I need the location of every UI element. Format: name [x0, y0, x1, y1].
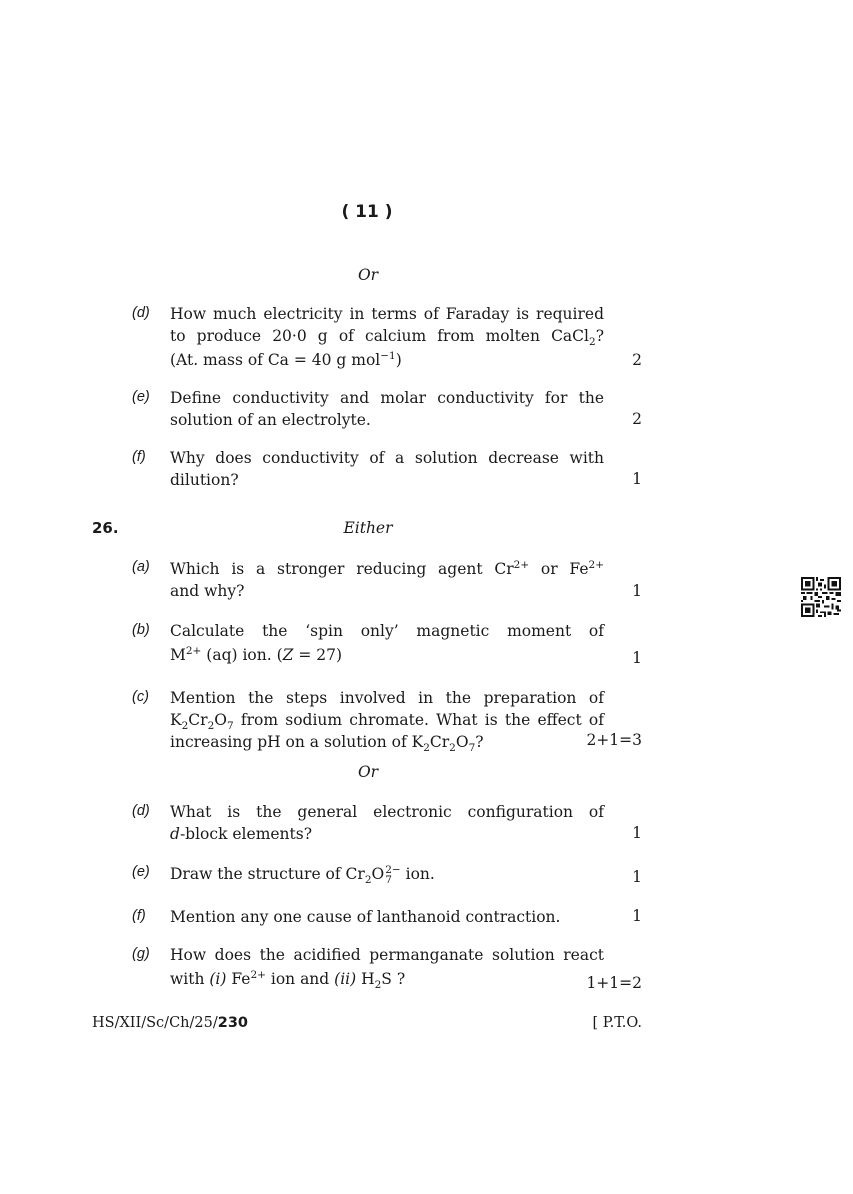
- question-label-b: (b): [132, 622, 150, 638]
- text: with: [170, 970, 210, 988]
- text: ion and: [265, 970, 335, 988]
- text-line: Calculate the ‘spin only’ magnetic moment of: [170, 622, 604, 640]
- text: Cr: [429, 733, 450, 751]
- text-line: and why?: [170, 582, 245, 600]
- marks-a: 1: [632, 582, 642, 600]
- text-line: Why does conductivity of a solution decrease with: [170, 449, 604, 467]
- question-text-e: [170, 387, 604, 431]
- pto-label: [ P.T.O.: [592, 1015, 642, 1031]
- superscript: −1: [380, 349, 396, 362]
- subscript: 2: [364, 874, 372, 887]
- marks-g: 1+1=2: [586, 974, 642, 992]
- superscript: 2+: [513, 558, 530, 571]
- marks-d: 2: [632, 351, 642, 369]
- text-line: solution of an electrolyte.: [170, 411, 371, 429]
- superscript: 2+: [250, 968, 266, 981]
- text: S ?: [381, 970, 406, 988]
- text-line: How much electricity in terms of Faraday is required: [170, 305, 604, 323]
- italic-ii: (ii): [334, 970, 357, 988]
- text-line: dilution?: [170, 471, 239, 489]
- question-text-a: [170, 558, 604, 602]
- marks-b: 1: [632, 649, 642, 667]
- subscript: 2: [423, 742, 430, 755]
- text: -block elements?: [179, 825, 313, 843]
- question-text-d: [170, 303, 604, 371]
- text: O: [371, 865, 385, 883]
- question-label-d: (d): [132, 305, 150, 321]
- paper-code: [92, 1015, 248, 1031]
- marks-e: 2: [632, 410, 642, 428]
- subscript: 7: [468, 742, 476, 755]
- subscript: 7: [226, 720, 234, 733]
- marks-d: 1: [632, 824, 642, 842]
- text: or Fe: [529, 560, 589, 578]
- superscript: 2+: [588, 558, 604, 571]
- subscript: 2: [449, 742, 456, 755]
- question-text-c: [170, 687, 604, 753]
- text: ion.: [400, 865, 435, 883]
- question-label-g: (g): [132, 946, 150, 962]
- question-number: 26.: [92, 519, 119, 537]
- question-label-d: (d): [132, 803, 150, 819]
- text: Draw the structure of Cr: [170, 865, 365, 883]
- qr-code-icon: [801, 577, 841, 617]
- text-line: (At. mass of Ca = 40 g mol: [170, 351, 381, 369]
- either-heading: Either: [343, 519, 393, 537]
- text-line: Define conductivity and molar conductivity for the: [170, 389, 604, 407]
- text: increasing pH on a solution of K: [170, 733, 424, 751]
- ion-charge: [385, 865, 400, 885]
- text-line: Mention the steps involved in the preparation of: [170, 689, 604, 707]
- text: ?: [475, 733, 484, 751]
- question-text-b: [170, 620, 604, 666]
- marks-c: 2+1=3: [586, 731, 642, 749]
- text-end: ): [395, 351, 402, 369]
- question-text-f: [170, 906, 604, 928]
- text-line: How does the acidified permanganate solution react: [170, 946, 604, 964]
- superscript: 2+: [185, 644, 202, 657]
- text: H: [356, 970, 375, 988]
- subscript: 2: [374, 979, 382, 992]
- text: from sodium chromate. What is the effect of: [233, 711, 604, 729]
- question-text-f: [170, 447, 604, 491]
- charge: 2−: [385, 864, 401, 876]
- text: (aq) ion. (: [201, 646, 283, 664]
- text-end: ?: [595, 327, 604, 345]
- question-text-d: [170, 801, 604, 845]
- paper-code-number: 230: [217, 1015, 249, 1031]
- question-label-a: (a): [132, 559, 150, 575]
- text: = 27): [293, 646, 343, 664]
- question-label-f: (f): [132, 908, 146, 924]
- marks-f: 1: [632, 470, 642, 488]
- or-separator: Or: [357, 763, 379, 781]
- question-text-g: [170, 944, 604, 990]
- question-label-e: (e): [132, 389, 150, 405]
- question-label-c: (c): [132, 689, 149, 705]
- or-separator: Or: [357, 266, 379, 284]
- marks-e: 1: [632, 868, 642, 886]
- subscript: 2: [589, 336, 596, 349]
- italic-z: Z: [282, 646, 294, 664]
- text: O: [455, 733, 469, 751]
- subscript: 2: [207, 720, 215, 733]
- text: M: [170, 646, 186, 664]
- marks-f: 1: [632, 907, 642, 925]
- text: Fe: [226, 970, 251, 988]
- question-text-e: [170, 863, 604, 885]
- text-line: Mention any one cause of lanthanoid contraction.: [170, 908, 561, 926]
- text: O: [214, 711, 227, 729]
- paper-code-text: HS/XII/Sc/Ch/25/: [92, 1015, 218, 1031]
- subscript: 7: [385, 874, 392, 886]
- text: Cr: [188, 711, 208, 729]
- question-label-f: (f): [132, 449, 146, 465]
- subscript: 2: [181, 720, 189, 733]
- page-number: ( 11 ): [341, 202, 393, 222]
- text: Which is a stronger reducing agent Cr: [170, 560, 514, 578]
- text-line: What is the general electronic configuration of: [170, 803, 604, 821]
- italic-i: (i): [209, 970, 227, 988]
- text-line: to produce 20·0 g of calcium from molten CaCl: [170, 327, 589, 345]
- text: K: [170, 711, 182, 729]
- italic-d: d: [170, 825, 180, 843]
- question-label-e: (e): [132, 864, 150, 880]
